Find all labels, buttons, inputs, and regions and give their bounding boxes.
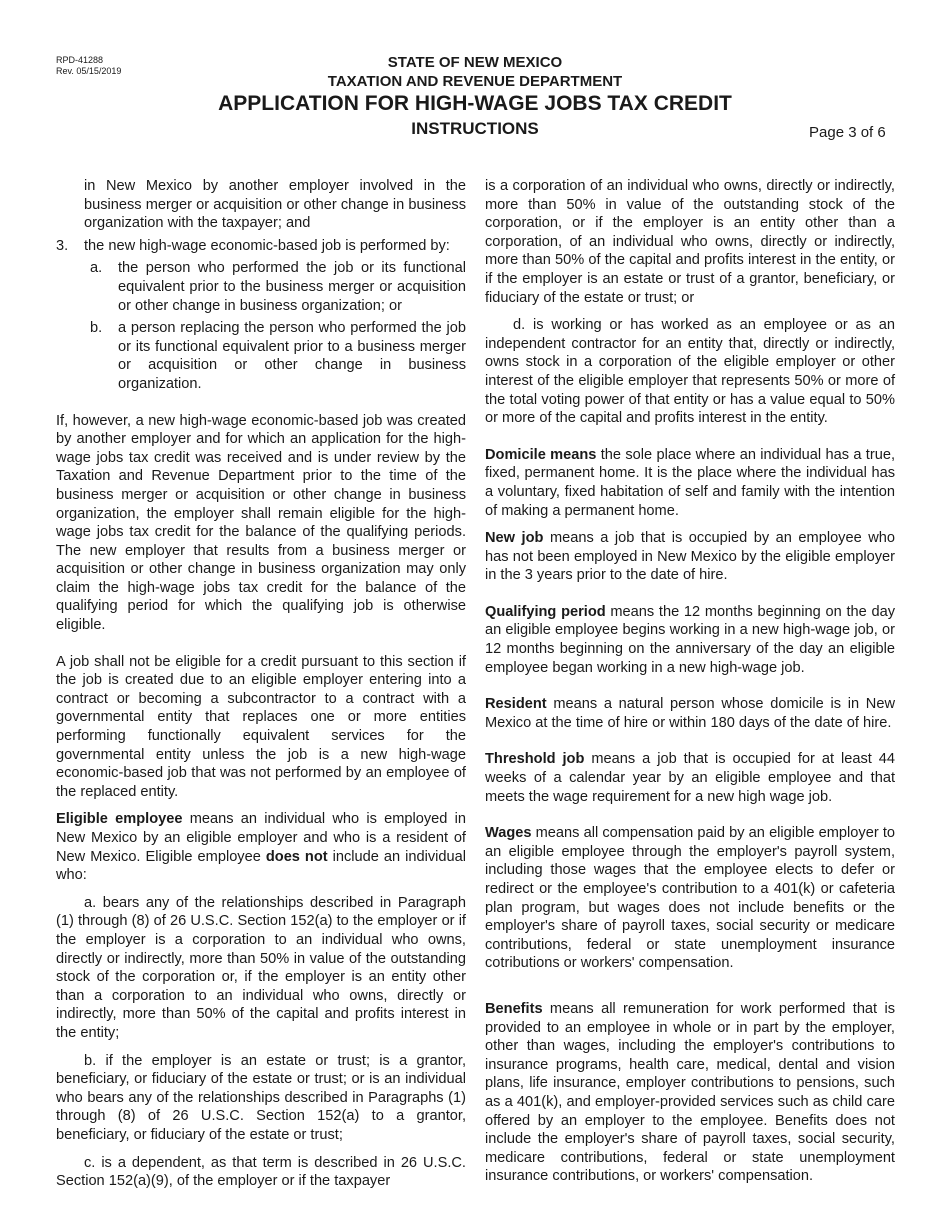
term-eligible-employee: Eligible employee xyxy=(56,811,183,828)
paragraph-however: If, however, a new high-wage economic-based job was created by another employer and for which an application for the high-wage jobs tax credit was received and is under review by the Taxation and Revenue Department prior to the time of the business merger or acquisition or other change in business organization, the employer shall remain eligible for the high-wage jobs tax credit for the balance of the qualifying periods. The new employer that results from a business merger or acquisition or other change in business organization may only claim the high-wage jobs tax credit for the balance of the qualifying period for which the qualifying job is otherwise eligible. xyxy=(56,412,466,634)
eligible-item-b: b. if the employer is an estate or trust; is a grantor, beneficiary, or fiduciary of the estate or trust; or is an individual who bears any of the relationships described in Paragraphs (1) through (8) of 26 U.S.C. Section 152(a) to a grantor, beneficiary, or fiduciary of the estate or trust; xyxy=(56,1052,466,1143)
definition-text: means a job that is occupied by an employee who has not been employed in New Mexico by the eligible employer in the 3 years prior to the date of hire. xyxy=(485,530,896,584)
paragraph-contract: A job shall not be eligible for a credit pursuant to this section if the job is created due to an eligible employer entering into a contract or becoming a subcontractor to a contract with a governmental entity that replaces one or more entities performing functionally equivalent services for the governmental entity unless the job is a new high-wage economic-based job that was not performed by an employee of the replaced entity. xyxy=(56,653,466,800)
emphasis-does-not: does not xyxy=(265,848,328,865)
term-new-job: New job xyxy=(485,530,544,547)
definition-eligible-employee xyxy=(56,810,466,884)
definition-domicile xyxy=(485,446,895,520)
right-column xyxy=(485,177,895,1186)
term-threshold-job: Threshold job xyxy=(485,751,585,768)
definition-threshold-job xyxy=(485,750,895,806)
term-domicile: Domicile means xyxy=(485,446,597,463)
page-subtitle: INSTRUCTIONS xyxy=(411,119,539,138)
term-qualifying-period: Qualifying period xyxy=(485,603,606,620)
definition-text: means a natural person whose domicile is in New Mexico at the time of hire or within 180 days of the date of hire. xyxy=(485,696,895,731)
definition-text: the sole place where an individual has a true, fixed, permanent home. It is the place where the individual has a voluntary, fixed habitation of self and family with the intention of making a permanent home. xyxy=(485,446,895,519)
list-item-3a xyxy=(56,259,466,315)
list-item-3 xyxy=(56,237,466,256)
continued-text: is a corporation of an individual who owns, directly or indirectly, more than 50% in value of the outstanding stock of the corporation, or if the employer is an entity other than a corporation, of an individual who owns, directly or indirectly, more than 50% of the capital and profits interest in the entity, or if the employer is an estate or trust of a grantor, beneficiary, or fiduciary of the estate or trust; or xyxy=(485,178,895,306)
form-revision: Rev. 05/15/2019 xyxy=(56,66,122,76)
header-state: STATE OF NEW MEXICO xyxy=(387,54,563,71)
page-title: APPLICATION FOR HIGH-WAGE JOBS TAX CREDIT xyxy=(218,92,732,115)
definition-resident xyxy=(485,695,895,732)
definition-text: means all compensation paid by an eligible employer to an eligible employee through the employer's payroll system, including those wages that the employee elects to defer or redirect or the employee's contribution to a 401(k) or cafeteria plan program, but wages does not include benefits or the employer's share of payroll taxes, social security or medicare contributions, federal or state unemployment insurance cotributions or workers' compensation. xyxy=(485,825,895,972)
list-item-3b xyxy=(56,319,466,393)
list-text: the person who performed the job or its functional equivalent prior to the business merger or acquisition or other change in business organization; or xyxy=(118,260,466,314)
definition-text: include an individual who: xyxy=(56,848,466,884)
definition-text: means all remuneration for work performed that is provided to an employee in whole or in part by the employer, other than wages, including the employer's contributions to insurance programs, health care, medical, dental and vision plans, life insurance, employer contributions to pensions, such as a 401(k), and employer-provided services such as child care offered by an employer to the employee. Benefits does not include the employer's share of payroll taxes, social security, medicare contributions, federal or state unemployment insurance contributions, or workers' compensation. xyxy=(485,1000,895,1185)
continued-text: in New Mexico by another employer involved in the business merger or acquisition or other change in business organization with the taxpayer; and xyxy=(84,178,466,232)
definition-text: means a job that is occupied for at least 44 weeks of a calendar year by an eligible employee and that meets the wage requirement for a new high wage job. xyxy=(485,751,895,805)
list-mark: b. xyxy=(90,320,103,337)
page-number: Page 3 of 6 xyxy=(809,124,886,141)
eligible-item-a: a. bears any of the relationships described in Paragraph (1) through (8) of 26 U.S.C. Section 152(a) to the employer or if the employer is a corporation to an individual who owns, directly or indirectly, more than 50% in value of the outstanding stock of the corporation or, if the employer is an entity other than a corporation to an individual who owns, directly or indirectly, more than 50% of the capital and profits interest in the entity; xyxy=(56,894,466,1041)
list-text: a person replacing the person who performed the job or its functional equivalent prior to a business merger or acquisition or other change in business organization. xyxy=(118,320,466,392)
term-wages: Wages xyxy=(485,825,532,842)
term-benefits: Benefits xyxy=(485,1000,543,1017)
list-text: the new high-wage economic-based job is performed by: xyxy=(84,237,450,254)
definition-benefits xyxy=(485,1000,895,1186)
term-resident: Resident xyxy=(485,696,547,713)
list-mark: a. xyxy=(90,260,103,277)
header-department: TAXATION AND REVENUE DEPARTMENT xyxy=(327,73,623,90)
definition-wages xyxy=(485,824,895,973)
eligible-item-c: c. is a dependent, as that term is described in 26 U.S.C. Section 152(a)(9), of the employer or if the taxpayer xyxy=(56,1154,466,1190)
form-number: RPD-41288 xyxy=(56,55,104,65)
definition-qualifying-period xyxy=(485,603,895,677)
definition-new-job xyxy=(485,529,895,585)
left-column xyxy=(56,177,466,1191)
eligible-item-d: d. is working or has worked as an employee or as an independent contractor for an entity that, directly or indirectly, owns stock in a corporation of the eligible employer or other interest of the eligible employer that represents 50% or more of the total voting power of that entity or has a value equal to 50% or more of the capital and profits interest in the entity. xyxy=(485,317,895,427)
definition-text: means the 12 months beginning on the day an eligible employee begins working in a new high-wage job, or 12 months beginning on the anniversary of the day an eligible employee began working in a new high-wage job. xyxy=(485,603,895,676)
list-number: 3. xyxy=(56,237,69,254)
definition-text: means an individual who is employed in New Mexico by an eligible employer and who is a resident of New Mexico. Eligible employee xyxy=(56,811,466,865)
